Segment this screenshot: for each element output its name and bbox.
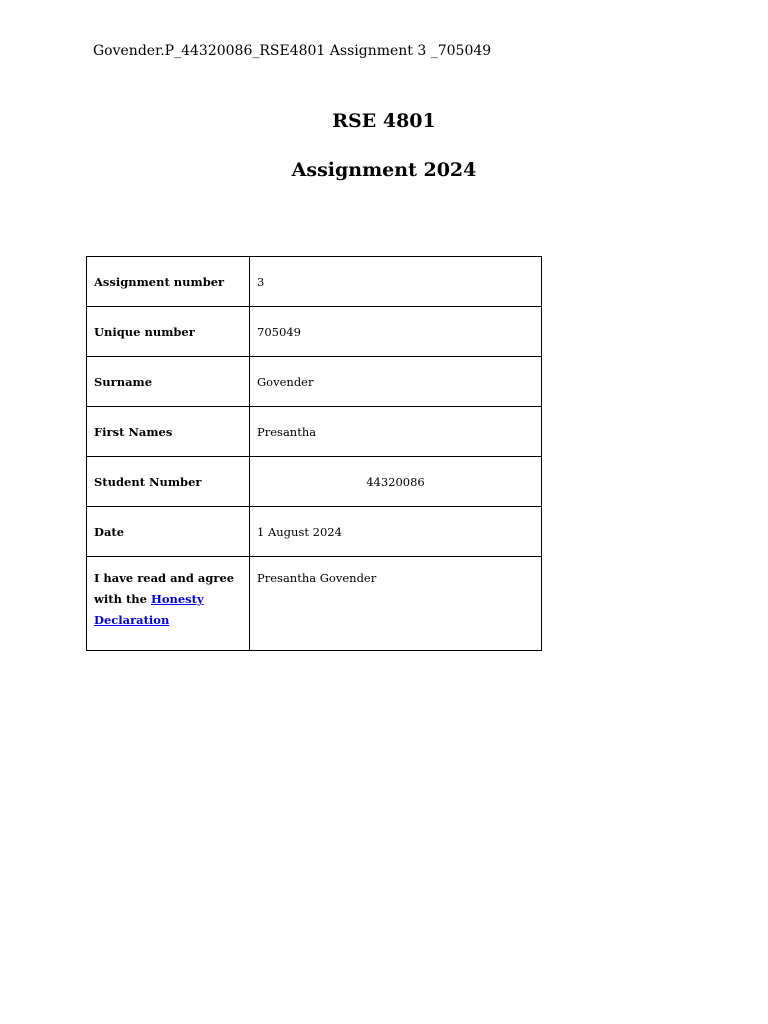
assignment-number-label: Assignment number [87, 257, 250, 307]
assignment-title: Assignment 2024 [291, 159, 477, 181]
assignment-number-value: 3 [250, 257, 542, 307]
table-row [87, 307, 542, 357]
course-code-title: RSE 4801 [332, 110, 436, 132]
student-number-label: Student Number [87, 457, 250, 507]
surname-value: Govender [250, 357, 542, 407]
table-row [87, 557, 542, 651]
unique-number-label: Unique number [87, 307, 250, 357]
declaration-label-text: I have read and agree with the [94, 571, 235, 606]
table-row [87, 357, 542, 407]
declaration-label [87, 557, 250, 651]
surname-label: Surname [87, 357, 250, 407]
honesty-declaration-link[interactable]: Honesty Declaration [94, 592, 204, 627]
student-info-table [86, 256, 542, 651]
first-names-label: First Names [87, 407, 250, 457]
first-names-value: Presantha [250, 407, 542, 457]
document-header: Govender.P_44320086_RSE4801 Assignment 3 _705049 [93, 43, 492, 59]
unique-number-value: 705049 [250, 307, 542, 357]
table-row [87, 257, 542, 307]
table-row [87, 407, 542, 457]
date-label: Date [87, 507, 250, 557]
table-row [87, 507, 542, 557]
date-value: 1 August 2024 [250, 507, 542, 557]
student-number-value: 44320086 [250, 457, 542, 507]
declaration-signature-value: Presantha Govender [250, 557, 542, 651]
table-row [87, 457, 542, 507]
